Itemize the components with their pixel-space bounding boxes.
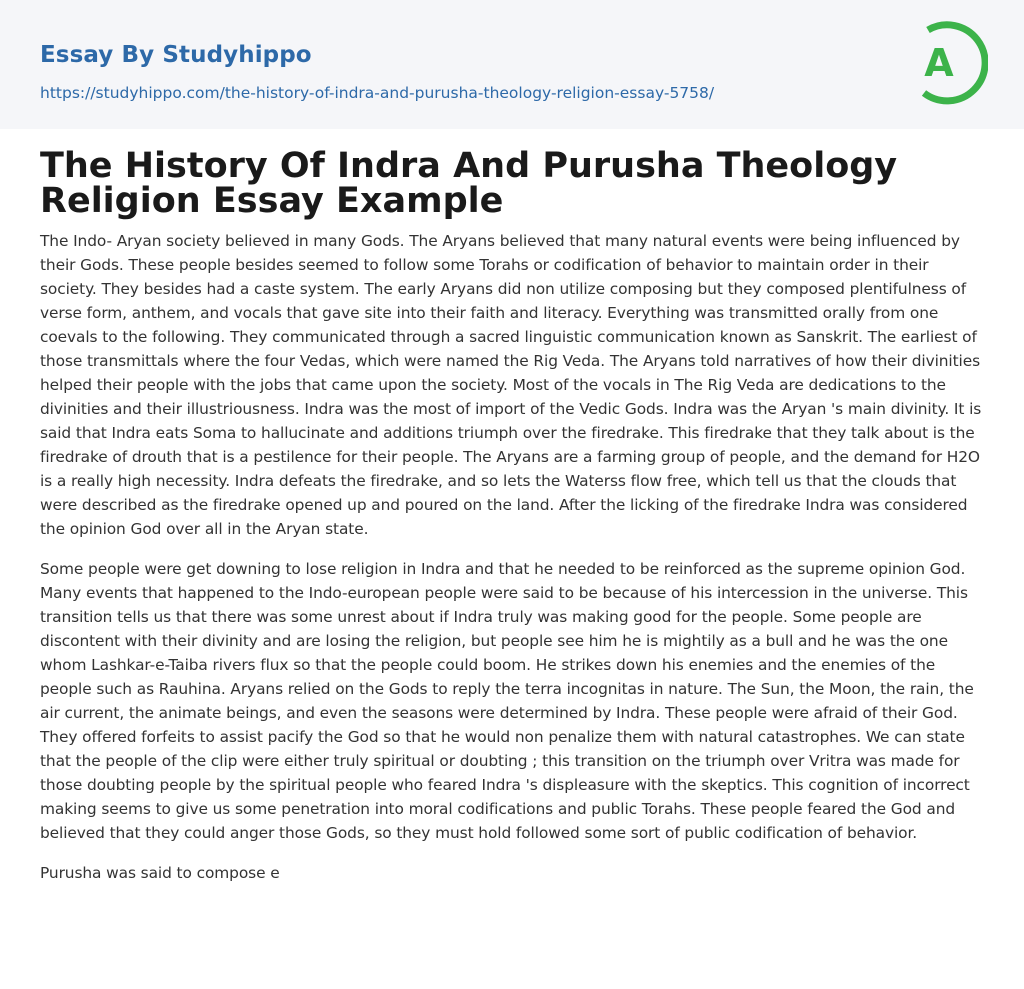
site-header — [0, 0, 1024, 129]
essay-url-link[interactable]: https://studyhippo.com/the-history-of-indra-and-purusha-theology-religion-essay-5758/ — [40, 84, 715, 102]
essay-paragraph: The Indo- Aryan society believed in many Gods. The Aryans believed that many natural events were being influenced by their Gods. These people besides seemed to follow some Torahs or codification of behavior to maintain order in their society. They besides had a caste system. The early Aryans did non utilize composing but they composed plentifulness of verse form, anthem, and vocals that gave site into their faith and literacy. Everything was transmitted orally from one coevals to the following. They communicated through a sacred linguistic communication known as Sanskrit. The earliest of those transmittals where the four Vedas, which were named the Rig Veda. The Aryans told narratives of how their divinities helped their people with the jobs that came upon the society. Most of the vocals in The Rig Veda are dedications to the divinities and their illustriousness. Indra was the most of import of the Vedic Gods. Indra was the Aryan 's main divinity. It is said that Indra eats Soma to hallucinate and additions triumph over the firedrake. This firedrake that they talk about is the firedrake of drouth that is a pestilence for their people. The Aryans are a farming group of people, and the demand for H2O is a really high necessity. Indra defeats the firedrake, and so lets the Waterss flow free, which tell us that the clouds that were described as the firedrake opened up and poured on the land. After the licking of the firedrake Indra was considered the opinion God over all in the Aryan state. — [40, 232, 982, 538]
essay-body — [40, 229, 986, 901]
logo-letter: A — [924, 41, 954, 85]
essay-paragraph: Purusha was said to compose e — [40, 864, 280, 882]
essay-paragraph: Some people were get downing to lose religion in Indra and that he needed to be reinforced as the supreme opinion God. Many events that happened to the Indo-european people were said to be because of his intercession in the universe. This transition tells us that there was some unrest about if Indra truly was making good for the people. Some people are discontent with their divinity and are losing the religion, but people see him he is mightily as a bull and he was the one whom Lashkar-e-Taiba rivers flux so that the people could boom. He strikes down his enemies and the enemies of the people such as Rauhina. Aryans relied on the Gods to reply the terra incognitas in nature. The Sun, the Moon, the rain, the air current, the animate beings, and even the seasons were determined by Indra. These people were afraid of their God. They offered forfeits to assist pacify the God so that he would non penalize them with natural catastrophes. We can state that the people of the clip were either truly spiritual or doubting ; this transition on the triumph over Vritra was made for those doubting people by the spiritual people who feared Indra 's displeasure with the skeptics. This cognition of incorrect making seems to give us some penetration into moral codifications and public Torahs. These people feared the God and believed that they could anger those Gods, so they must hold followed some sort of public codification of behavior. — [40, 560, 974, 842]
essay-title: The History Of Indra And Purusha Theology Religion Essay Example — [40, 146, 898, 221]
site-brand[interactable]: Essay By Studyhippo — [40, 42, 312, 68]
studyhippo-logo-icon[interactable] — [910, 18, 988, 106]
